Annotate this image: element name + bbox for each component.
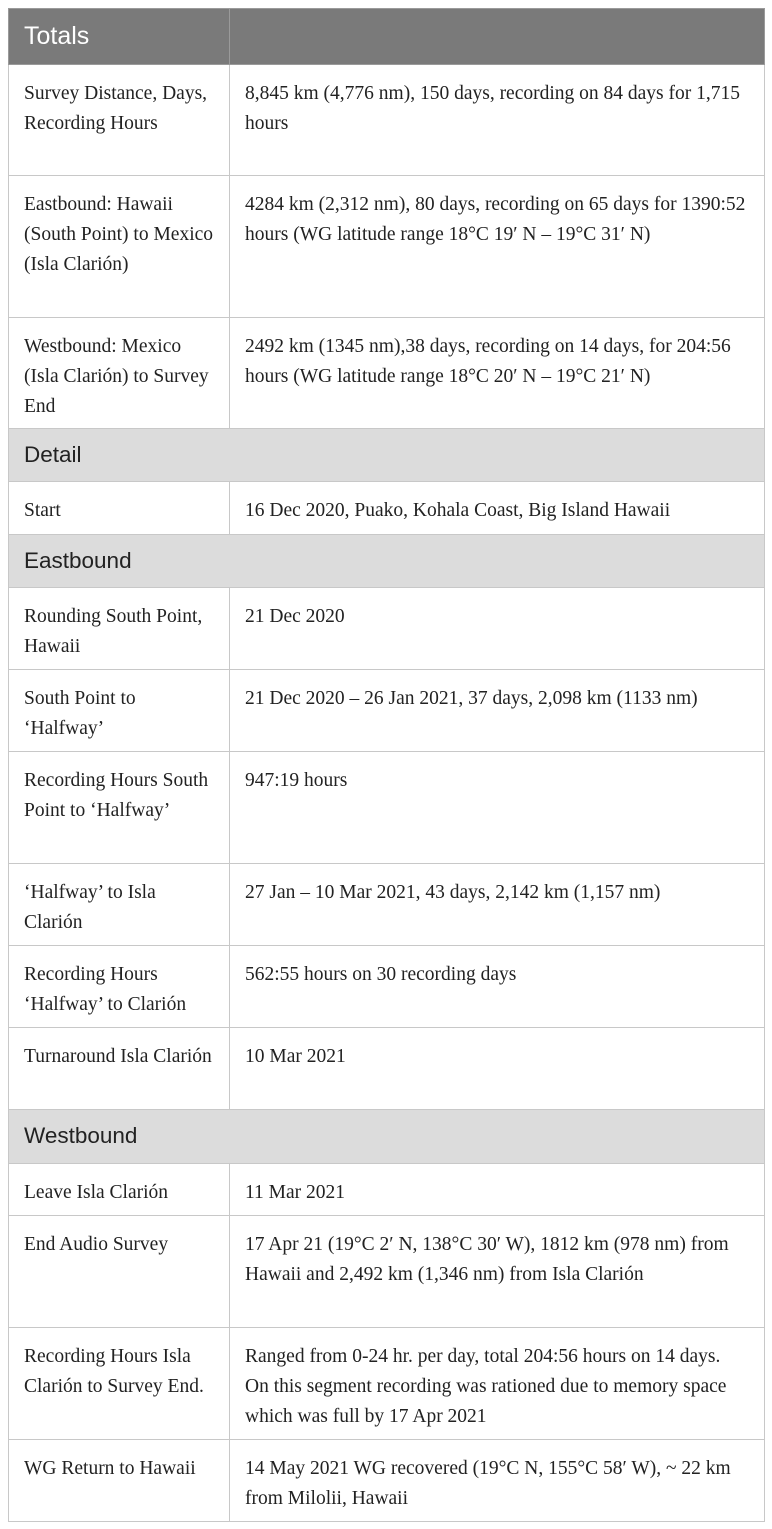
row-label: Recording Hours South Point to ‘Halfway’ [9, 752, 230, 864]
header-row [9, 9, 765, 65]
row-label: Westbound: Mexico (Isla Clarión) to Survey End [9, 318, 230, 429]
row-label: Recording Hours ‘Halfway’ to Clarión [9, 946, 230, 1028]
table-row [9, 1440, 765, 1522]
row-value: 21 Dec 2020 [230, 588, 765, 670]
table-row [9, 752, 765, 864]
survey-summary-table [8, 8, 765, 1522]
row-label: South Point to ‘Halfway’ [9, 670, 230, 752]
row-value: Ranged from 0-24 hr. per day, total 204:56 hours on 14 days. On this segment recording was rationed due to memory space which was full by 17 Apr 2021 [230, 1328, 765, 1440]
section-row-detail [9, 429, 765, 482]
row-label: Leave Isla Clarión [9, 1164, 230, 1216]
table-row [9, 65, 765, 176]
row-value: 4284 km (2,312 nm), 80 days, recording on 65 days for 1390:52 hours (WG latitude range 18°C 19′ N – 19°C 31′ N) [230, 176, 765, 318]
row-label: ‘Halfway’ to Isla Clarión [9, 864, 230, 946]
section-title-eastbound: Eastbound [9, 535, 765, 588]
row-value: 562:55 hours on 30 recording days [230, 946, 765, 1028]
header-cell-empty [230, 9, 765, 65]
table-row [9, 1164, 765, 1216]
header-cell-totals: Totals [9, 9, 230, 65]
table-row [9, 318, 765, 429]
table-row [9, 482, 765, 535]
section-title-westbound: Westbound [9, 1110, 765, 1164]
row-label: Eastbound: Hawaii (South Point) to Mexico (Isla Clarión) [9, 176, 230, 318]
row-label: Rounding South Point, Hawaii [9, 588, 230, 670]
table-row [9, 176, 765, 318]
row-value: 27 Jan – 10 Mar 2021, 43 days, 2,142 km (1,157 nm) [230, 864, 765, 946]
table-row [9, 670, 765, 752]
row-value: 21 Dec 2020 – 26 Jan 2021, 37 days, 2,098 km (1133 nm) [230, 670, 765, 752]
row-value: 16 Dec 2020, Puako, Kohala Coast, Big Island Hawaii [230, 482, 765, 535]
row-value: 14 May 2021 WG recovered (19°C N, 155°C 58′ W), ~ 22 km from Milolii, Hawaii [230, 1440, 765, 1522]
row-value: 17 Apr 21 (19°C 2′ N, 138°C 30′ W), 1812 km (978 nm) from Hawaii and 2,492 km (1,346 nm) from Isla Clarión [230, 1216, 765, 1328]
row-value: 10 Mar 2021 [230, 1028, 765, 1110]
table-row [9, 1028, 765, 1110]
table-row [9, 864, 765, 946]
table-row [9, 946, 765, 1028]
row-label: Start [9, 482, 230, 535]
row-value: 2492 km (1345 nm),38 days, recording on 14 days, for 204:56 hours (WG latitude range 18°C 20′ N – 19°C 21′ N) [230, 318, 765, 429]
row-label: Turnaround Isla Clarión [9, 1028, 230, 1110]
row-label: WG Return to Hawaii [9, 1440, 230, 1522]
row-value: 11 Mar 2021 [230, 1164, 765, 1216]
table-row [9, 588, 765, 670]
row-label: Survey Distance, Days, Recording Hours [9, 65, 230, 176]
section-row-eastbound [9, 535, 765, 588]
section-row-westbound [9, 1110, 765, 1164]
row-value: 947:19 hours [230, 752, 765, 864]
section-title-detail: Detail [9, 429, 765, 482]
row-label: Recording Hours Isla Clarión to Survey End. [9, 1328, 230, 1440]
row-value: 8,845 km (4,776 nm), 150 days, recording on 84 days for 1,715 hours [230, 65, 765, 176]
row-label: End Audio Survey [9, 1216, 230, 1328]
table-row [9, 1216, 765, 1328]
table-row [9, 1328, 765, 1440]
